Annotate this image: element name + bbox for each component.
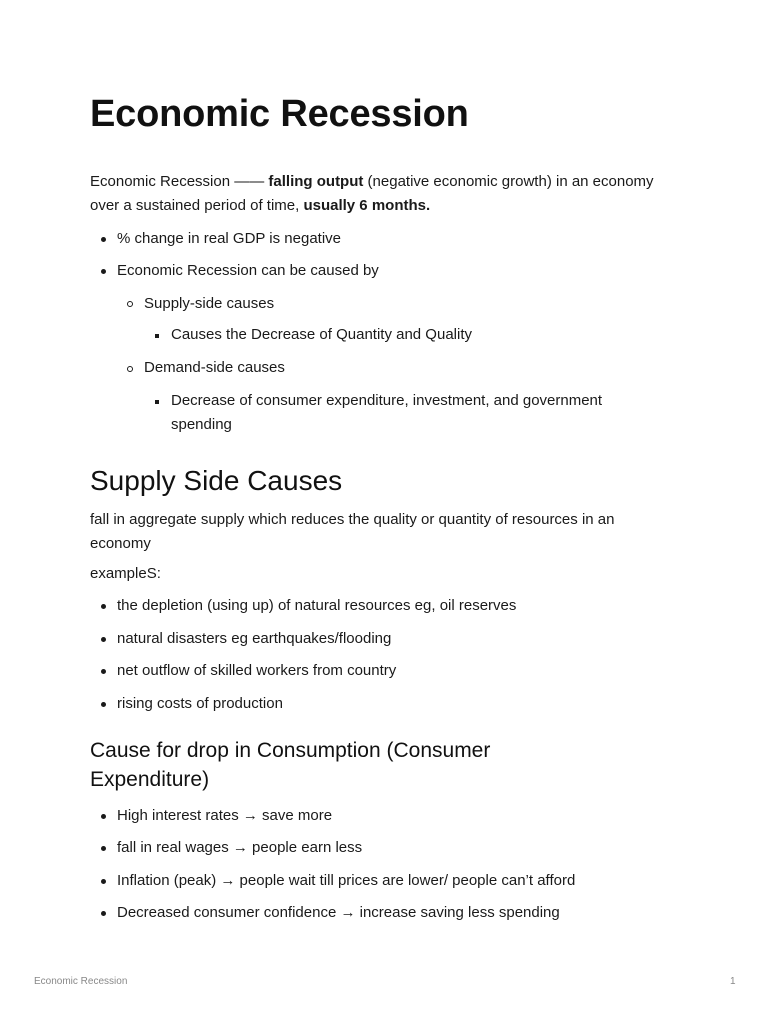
list-item-demand-sub: Decrease of consumer expenditure, investment, and government spending (171, 392, 603, 433)
intro-paragraph (90, 170, 670, 218)
bullet-disc (101, 669, 106, 674)
section-heading-supply: Supply Side Causes (90, 465, 343, 496)
list-item-gdp: % change in real GDP is negative (117, 230, 342, 247)
list-item: rising costs of production (117, 695, 283, 712)
list-item: natural disasters eg earthquakes/flooding (117, 630, 392, 647)
bullet-square (155, 400, 159, 404)
intro-bold-falling-output: falling output (268, 173, 364, 190)
footer-title: Economic Recession (34, 976, 128, 987)
list-item: net outflow of skilled workers from country (117, 662, 397, 679)
page-title: Economic Recession (90, 93, 469, 135)
list-item: Decreased consumer confidence → increase saving less spending (117, 904, 560, 921)
examples-label: exampleS: (90, 565, 161, 582)
intro-mid: (negative economic growth) in an economy over a sustained period of time, (90, 173, 654, 214)
bullet-disc (101, 911, 106, 916)
list-item: Inflation (peak) → people wait till prices are lower/ people can’t afford (117, 872, 576, 889)
intro-bold-duration: usually 6 months. (303, 197, 431, 214)
bullet-disc (101, 269, 106, 274)
bullet-disc (101, 604, 106, 609)
bullet-circle (127, 301, 133, 307)
footer-page-number: 1 (730, 976, 736, 987)
list-item-demand-side: Demand-side causes (144, 359, 285, 376)
section-heading-consumption: Cause for drop in Consumption (Consumer Expenditure) (90, 739, 491, 791)
supply-description: fall in aggregate supply which reduces the quality or quantity of resources in an economy (90, 511, 615, 552)
bullet-disc (101, 879, 106, 884)
bullet-disc (101, 637, 106, 642)
bullet-disc (101, 237, 106, 242)
bullet-disc (101, 846, 106, 851)
list-item: High interest rates → save more (117, 807, 333, 824)
bullet-disc (101, 702, 106, 707)
list-item-supply-side: Supply-side causes (144, 295, 275, 312)
bullet-disc (101, 814, 106, 819)
list-item-supply-sub: Causes the Decrease of Quantity and Quality (171, 326, 472, 343)
list-item-caused-by: Economic Recession can be caused by (117, 262, 379, 279)
list-item: fall in real wages → people earn less (117, 839, 363, 856)
list-item: the depletion (using up) of natural resources eg, oil reserves (117, 597, 517, 614)
bullet-square (155, 334, 159, 338)
bullet-circle (127, 366, 133, 372)
intro-lead: Economic Recession —— (90, 173, 269, 190)
